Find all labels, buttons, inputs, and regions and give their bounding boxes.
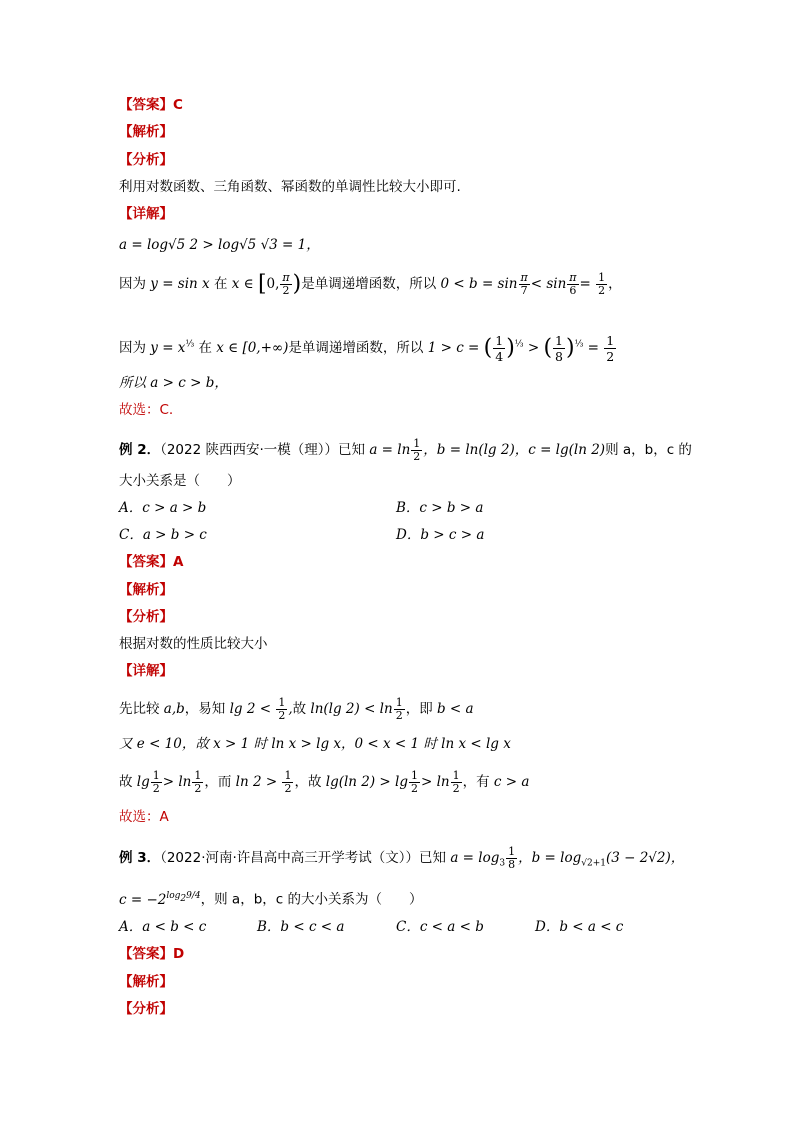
ex2-fenxi-label: 【分析】 <box>119 609 173 625</box>
ex1-detail-line2: 因为 y = sin x 在 x ∈ [0, $\frac{\pi}{2}$ )是单调递增函数，所以 0 < b = sin $\frac{\pi}{7}$ < sin $\frac{\pi}{6}$ = $\frac{1}{2}$ ， <box>119 271 622 297</box>
ex3-option-b[interactable]: B．b < c < a <box>257 919 345 935</box>
ex2-detail-line1: 先比较 a,b，易知 lg 2 < $\frac{1}{2}$ ,故 ln(lg 2) < ln $\frac{1}{2}$ ，即 b < a <box>119 696 474 722</box>
ex1-fenxi-text: 利用对数函数、三角函数、幂函数的单调性比较大小即可. <box>119 179 461 195</box>
ex2-detail-line3: 故 lg $\frac{1}{2}$ > ln $\frac{1}{2}$ ，而 ln 2 > $\frac{1}{2}$ ，故 lg(ln 2) > lg $\frac{1}{2}$ > ln $\frac{1}{2}$ ，有 c > a <box>119 769 530 795</box>
ex1-detail-line1: a = log√5 2 > log√5 √3 = 1， <box>119 237 320 253</box>
ex3-option-c[interactable]: C．c < a < b <box>396 919 484 935</box>
ex2-option-b[interactable]: B．c > b > a <box>396 500 484 516</box>
ex3-answer: 【答案】D <box>119 946 185 962</box>
answer-value: C <box>173 97 183 113</box>
ex2-detail-line2: 又 e < 10，故 x > 1 时 ln x > lg x，0 < x < 1 时 ln x < lg x <box>119 736 511 752</box>
ex3-question: 例 3．（2022·河南·许昌高中高三开学考试（文））已知 $a = \log_3$ $\frac{1}{8}$ ，$b = \log_{√2+1}(3 - 2√2)$， <box>119 845 685 871</box>
ex2-fenxi-text: 根据对数的性质比较大小 <box>119 636 268 652</box>
ex3-fenxi-label: 【分析】 <box>119 1001 173 1017</box>
ex1-fenxi-label: 【分析】 <box>119 152 173 168</box>
ex3-label: 例 3． <box>119 850 161 866</box>
ex1-detail-label: 【详解】 <box>119 206 173 222</box>
ex2-conclusion: 故选：A <box>119 809 169 825</box>
ex2-option-d[interactable]: D．b > c > a <box>396 527 485 543</box>
ex3-analysis-label: 【解析】 <box>119 974 173 990</box>
ex1-analysis-label: 【解析】 <box>119 124 173 140</box>
ex2-label: 例 2． <box>119 442 161 458</box>
ex2-question: 例 2．（2022 陕西西安·一模（理））已知 a = ln $\frac{1}{2}$ ，b = ln(lg 2)，c = lg(ln 2)则 a，b，c 的 <box>119 437 692 463</box>
ex1-conclusion: 故选：C. <box>119 402 174 418</box>
answer-label: 【答案】 <box>119 97 173 113</box>
ex2-option-a[interactable]: A．c > a > b <box>119 500 207 516</box>
ex1-answer <box>119 95 183 115</box>
ex1-detail-line3: 因为 $y = x^{\frac{1}{3}}$ 在 x ∈ [0,+∞)是单调递增函数，所以 1 > c = ( $\frac{1}{4}$ )$^{\frac{1}{3}}$ > ( $\frac{1}{8}$ )$^{\frac{1}{3}}$ = $\frac{1}{2}$ <box>119 333 615 364</box>
ex3-option-a[interactable]: A．a < b < c <box>119 919 207 935</box>
ex3-question-line2: $c = -2^{log_29/4}$，则 a，b，c 的大小关系为（ ） <box>119 891 423 908</box>
ex2-option-c[interactable]: C．a > b > c <box>119 527 207 543</box>
ex2-analysis-label: 【解析】 <box>119 582 173 598</box>
ex2-answer: 【答案】A <box>119 554 184 570</box>
ex1-detail-line4: 所以 a > c > b， <box>119 375 228 391</box>
ex2-detail-label: 【详解】 <box>119 663 173 679</box>
ex2-question-line2: 大小关系是（ ） <box>119 473 241 489</box>
ex3-option-d[interactable]: D．b < a < c <box>535 919 624 935</box>
